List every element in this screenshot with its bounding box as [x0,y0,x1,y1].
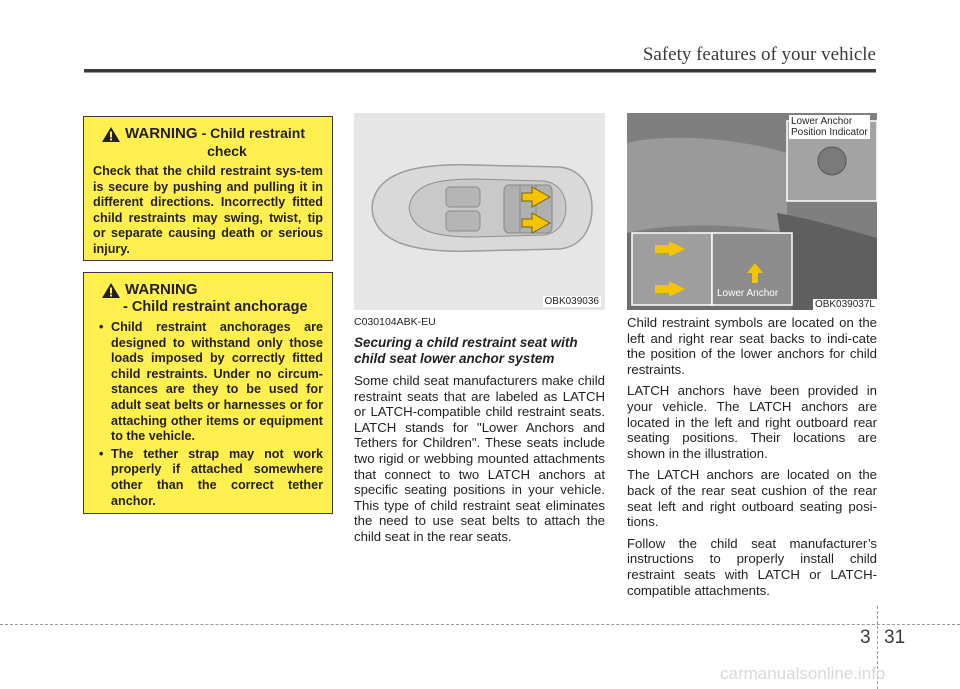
chapter-number: 3 [860,627,871,648]
footer-rule [0,624,960,625]
car-top-view-illustration [354,113,605,310]
lower-anchor-label: Lower Anchor [717,288,779,299]
middle-column [354,316,605,551]
warning-list-item: • Child restraint anchorages are designed to withstand only those loads imposed by correctly fitted child restraints. Under no circum-stances are they to be used for adult seat belts or harnesses or for attaching other items or equipment to the vehicle. [101,320,323,445]
warning-box-restraint-check [83,116,333,261]
section-code: C030104ABK-EU [354,316,436,328]
page-header-title: Safety features of your vehicle [642,44,876,65]
right-column [627,315,877,604]
warning-subtitle: - Child restraint anchorage [123,299,308,315]
warning-triangle-icon [101,282,121,299]
right-paragraph: Follow the child seat manufacturer’s instructions to properly install child restraint seats with LATCH or LATCH-compatible attachments. [627,535,877,598]
rear-seat-drawing [627,113,877,310]
warning-body: Check that the child restraint sys-tem is secure by pushing and pulling it in different directions. Incorrectly fitted child restraints may swing, twist, tip or separate causing death or serious injury. [93,164,323,256]
figure-caption: OBK039037L [814,299,875,310]
header-rule-shadow [84,72,876,73]
right-paragraph: The LATCH anchors are located on the back of the rear seat cushion of the rear seat left and right outboard seating posi-tions. [627,467,877,530]
car-top-view-drawing [354,113,605,310]
indicator-label-line2: Position Indicator [791,127,868,138]
warning-title-line1: - Child restraint [201,125,306,141]
right-paragraph: LATCH anchors have been provided in your vehicle. The LATCH anchors are located in the left and right outboard rear seating positions. Their locations are shown in the illustration. [627,383,877,461]
right-paragraph: Child restraint symbols are located on the left and right rear seat backs to indi-cate the position of the lower anchors for child restraints. [627,315,877,377]
watermark: carmanualsonline.info [720,664,886,683]
section-title-line1: Securing a child restraint seat with [354,335,578,350]
lower-anchor-indicator-label [789,115,870,139]
indicator-label-line1: Lower Anchor [791,116,853,127]
figure-caption: OBK039036 [544,296,599,307]
warning-title-line2: check [207,143,247,159]
warning-list [93,320,323,509]
warning-label: WARNING [125,281,198,298]
warning-heading [93,281,323,316]
warning-list-item: • The tether strap may not work properly if attached somewhere other than the correct tether anchor. [101,447,323,509]
warning-label: WARNING [125,125,198,142]
warning-heading [93,125,323,160]
section-title-line2: child seat lower anchor system [354,351,555,366]
rear-seat-photo [627,113,877,310]
warning-box-restraint-anchorage [83,272,333,514]
section-paragraph: Some child seat manufacturers make child restraint seats that are labeled as LATCH or LATCH-compatible child restraint seats. LATCH stands for "Lower Anchors and Tethers for Children". These seats include two rigid or webbing mounted attachments that connect to two LATCH anchors at specific seating positions in your vehicle. This type of child restraint seat eliminates the need to use seat belts to attach the child seat in the rear seats. [354,373,605,544]
warning-triangle-icon [101,126,121,143]
page-number: 31 [884,627,906,648]
